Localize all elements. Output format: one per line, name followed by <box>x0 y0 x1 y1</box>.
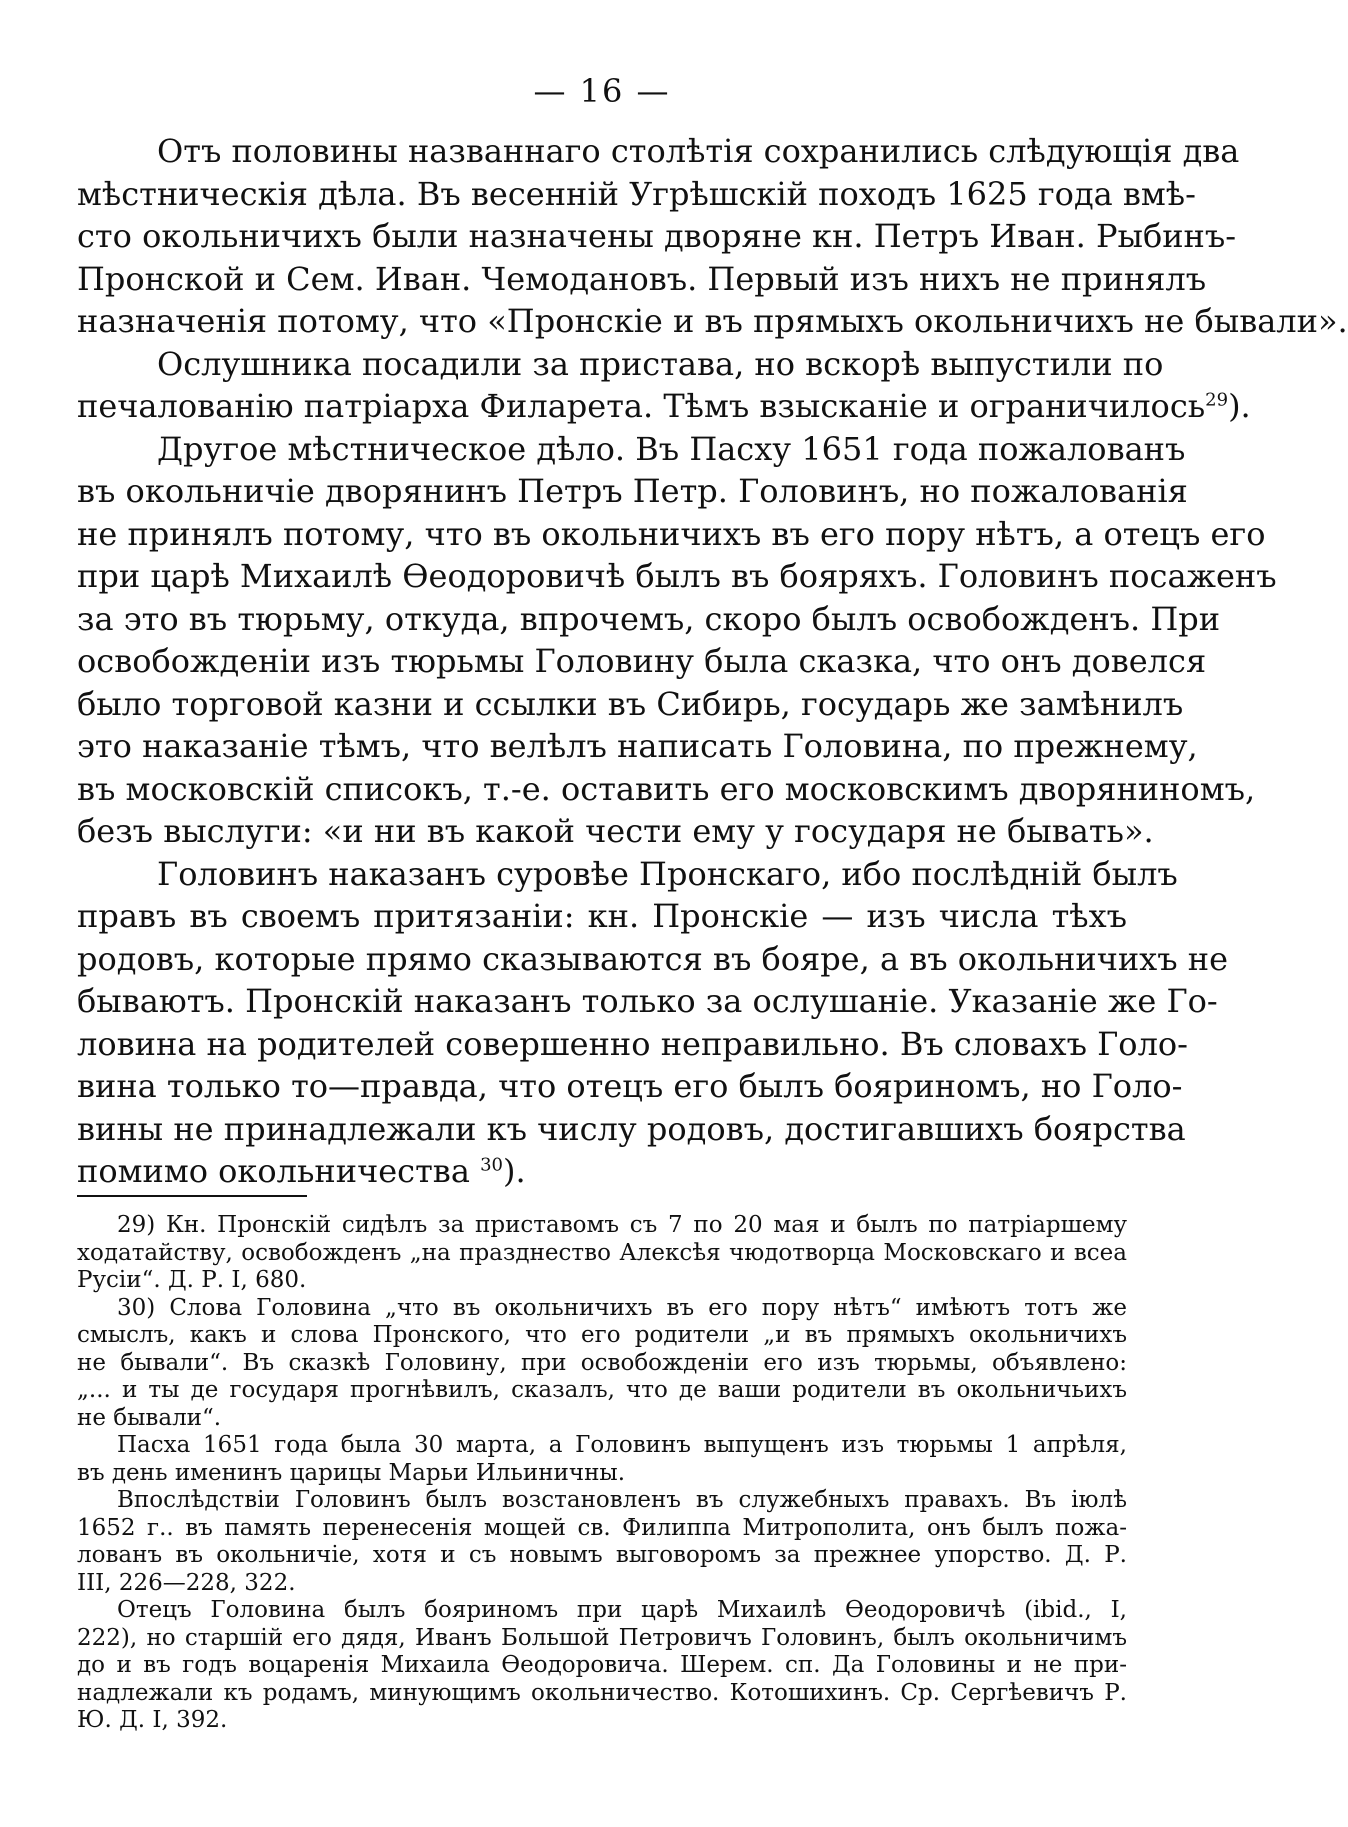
footnote-line <box>77 1295 1127 1323</box>
text-line: освобожденіи изъ тюрьмы Головину была сказка, что онъ довелся <box>77 642 1207 680</box>
text-line: было торговой казни и ссылки въ Сибирь, государь же замѣнилъ <box>77 684 1184 723</box>
text-line: ловина на родителей совершенно неправильно. Въ словахъ Голо- <box>77 1024 1188 1063</box>
closing-paren: ). <box>502 1152 526 1190</box>
text-line: за это въ тюрьму, откуда, впрочемъ, скоро былъ освобожденъ. При <box>77 599 1221 638</box>
footnote-line: Пасха 1651 года была 30 марта, а Головинъ выпущенъ изъ тюрьмы 1 апрѣля, <box>117 1432 1127 1458</box>
footnote-line: 222), но старшій его дядя, Иванъ Большой Петровичъ Головинъ, былъ окольничимъ <box>77 1624 1127 1651</box>
text-line: Отъ половины названнаго столѣтія сохранились слѣдующія два <box>157 132 1240 170</box>
footnote-line: не бывали“. Въ сказкѣ Головину, при освобожденіи его изъ тюрьмы, объявлено: <box>77 1349 1127 1376</box>
footnote-line: 1652 г.. въ память перенесенія мощей св. Филиппа Митрополита, онъ былъ пожа- <box>77 1514 1127 1541</box>
footnote-line: Впослѣдствіи Головинъ былъ возстановленъ въ служебныхъ правахъ. Въ іюлѣ <box>117 1487 1127 1513</box>
footnotes <box>77 1212 1127 1735</box>
text-line-content: печалованію патріарха Филарета. Тѣмъ взысканіе и ограничилось <box>77 387 1206 425</box>
text-line: въ московскій списокъ, т.-е. оставить его московскимъ дворяниномъ, <box>77 769 1256 808</box>
text-line: при царѣ Михаилѣ Ѳеодоровичѣ былъ въ бояряхъ. Головинъ посаженъ <box>77 557 1277 595</box>
text-line: бываютъ. Пронскій наказанъ только за ослушаніе. Указаніе же Го- <box>77 982 1218 1020</box>
text-line: Пронской и Сем. Иван. Чемодановъ. Первый изъ нихъ не принялъ <box>77 259 1207 298</box>
page-number: — 16 — <box>533 72 671 110</box>
text-line: безъ выслуги: «и ни въ какой чести ему у государя не бывать». <box>77 812 1154 850</box>
footnote-line: ходатайству, освобожденъ „на празднество Алексѣя чюдотворца Московскаго и всеа <box>77 1239 1127 1266</box>
footnote-line <box>77 1212 1127 1240</box>
footnote-text: Слова Головина „что въ окольничихъ въ его пору нѣтъ“ имѣютъ тотъ же <box>169 1294 1127 1321</box>
footnote-line: Ю. Д. I, 392. <box>77 1707 228 1733</box>
text-line: въ окольничіе дворянинъ Петръ Петр. Головинъ, но пожалованія <box>77 472 1188 510</box>
text-line: родовъ, которые прямо сказываются въ бояре, а въ окольничихъ не <box>77 939 1229 978</box>
text-line: печалованію патріарха Филарета. Тѣмъ взысканіе и ограничилось$^{29}$). <box>77 387 1251 425</box>
footnote-divider <box>77 1195 307 1197</box>
text-line: правъ въ своемъ притязаніи: кн. Пронскіе — изъ числа тѣхъ <box>77 897 1127 935</box>
footnote-line: до и въ годъ воцаренія Михаила Ѳеодоровича. Шерем. сп. Да Головины и не при- <box>77 1652 1127 1678</box>
text-line: Ослушника посадили за пристава, но вскорѣ выпустили по <box>157 344 1164 383</box>
text-line: сто окольничихъ были назначены дворяне кн. Петръ Иван. Рыбинъ- <box>77 217 1237 255</box>
footnote-line: Отецъ Головина былъ бояриномъ при царѣ Михаилѣ Ѳеодоровичѣ (ibid., I, <box>117 1597 1127 1623</box>
footnote-ref-30[interactable]: 30 <box>480 1154 503 1176</box>
footnote-line: смыслъ, какъ и слова Пронского, что его родители „и въ прямыхъ окольничихъ <box>77 1322 1127 1348</box>
footnote-line: надлежали къ родамъ, минующимъ окольничество. Котошихинъ. Ср. Сергѣевичъ Р. <box>77 1679 1127 1706</box>
text-line <box>77 1150 1127 1193</box>
footnote-number: 29) <box>117 1212 156 1238</box>
footnote-ref-29[interactable]: 29 <box>1205 389 1229 411</box>
text-line: назначенія потому, что «Пронскіе и въ прямыхъ окольничихъ не бывали». <box>77 302 1348 340</box>
footnote-number: 30) <box>117 1294 156 1321</box>
text-line: Другое мѣстническое дѣло. Въ Пасху 1651 года пожалованъ <box>157 429 1186 468</box>
footnote-line: лованъ въ окольничіе, хотя и съ новымъ выговоромъ за прежнее упорство. Д. Р. <box>77 1542 1127 1568</box>
main-text <box>77 130 1348 1193</box>
text-line: Головинъ наказанъ суровѣе Пронскаго, ибо послѣдній былъ <box>157 854 1178 893</box>
text-line: не принялъ потому, что въ окольничихъ въ его пору нѣтъ, а отецъ его <box>77 514 1266 553</box>
text-line-content: помимо окольничества <box>77 1152 470 1190</box>
footnote-line: Русіи“. Д. Р. I, 680. <box>77 1267 307 1293</box>
footnote-line: въ день именинъ царицы Марьи Ильиничны. <box>77 1459 626 1486</box>
footnote-line: не бывали“. <box>77 1404 222 1431</box>
text-line: вины не принадлежали къ числу родовъ, достигавшихъ боярства <box>77 1109 1186 1148</box>
text-line: это наказаніе тѣмъ, что велѣлъ написать Головина, по прежнему, <box>77 727 1198 765</box>
text-line: вина только то—правда, что отецъ его былъ бояриномъ, но Голо- <box>77 1067 1183 1105</box>
footnote-line: III, 226—228, 322. <box>77 1569 296 1596</box>
text-line: мѣстническія дѣла. Въ весенній Угрѣшскій походъ 1625 года вмѣ- <box>77 174 1196 213</box>
footnote-text: Кн. Пронскій сидѣлъ за приставомъ съ 7 по 20 мая и былъ по патріаршему <box>166 1212 1128 1238</box>
footnote-line: „... и ты де государя прогнѣвилъ, сказалъ, что де ваши родители въ окольничьихъ <box>77 1377 1127 1403</box>
